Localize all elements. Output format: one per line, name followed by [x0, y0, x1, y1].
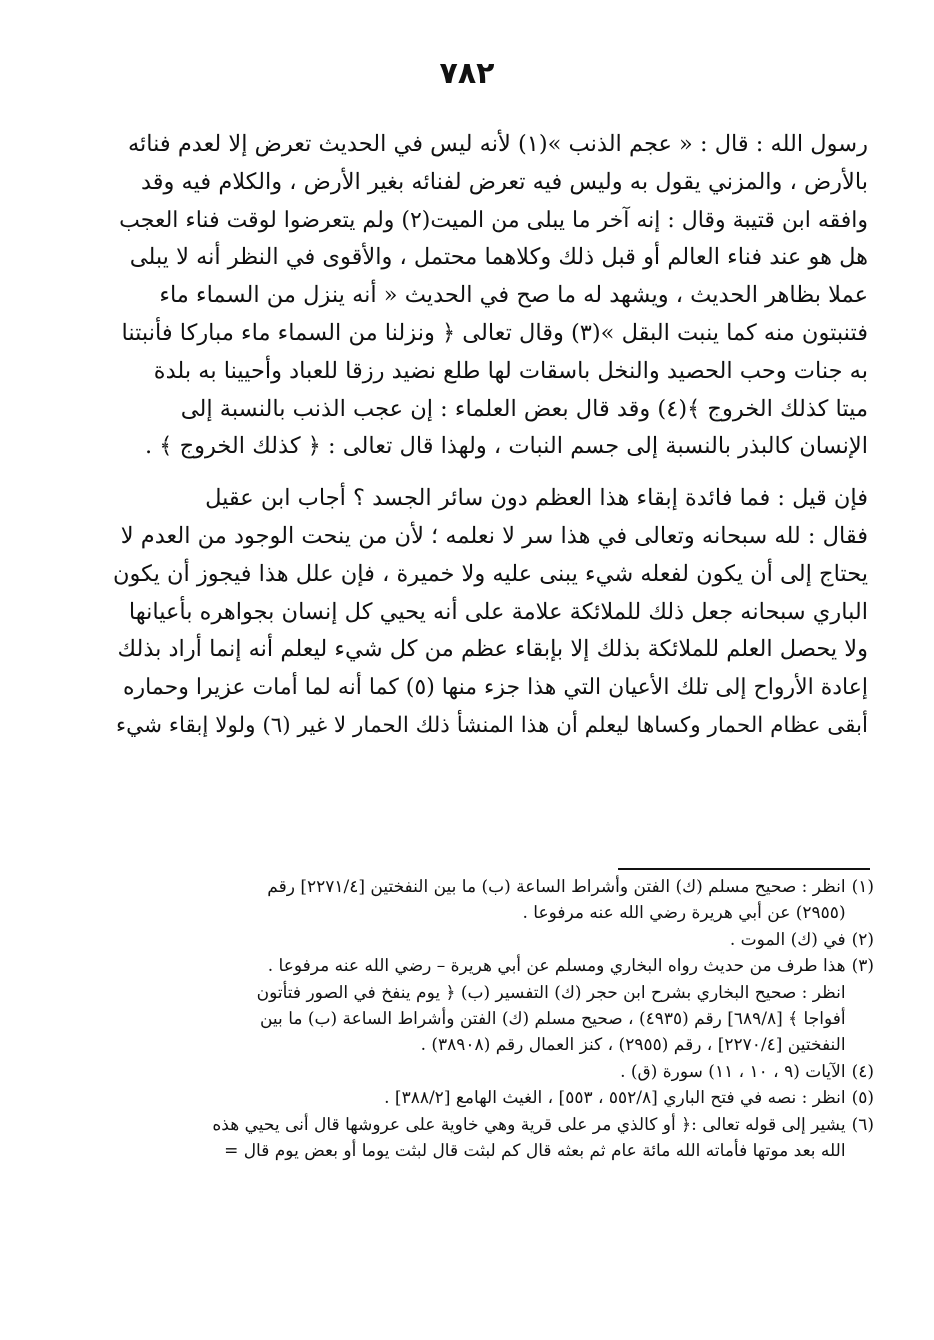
footnote-line: النفختين [٢٢٧٠/٤] ، رقم (٢٩٥٥) ، كنز العمال رقم (٣٨٩٠٨) . [420, 1035, 846, 1056]
footnote-line: يشير إلى قوله تعالى :﴿ أو كالذي مر على قرية وهي خاوية على عروشها قال أنى يحيي هذه [212, 1114, 846, 1135]
text-line: فتنبتون منه كما ينبت البقل »(٣) وقال تعالى ﴿ ونزلنا من السماء ماء مباركا فأنبتنا [121, 319, 868, 346]
text-line: وافقه ابن قتيبة وقال : إنه آخر ما يبلى من الميت(٢) ولم يتعرضوا لوقت فناء العجب [119, 207, 868, 233]
footnote-number: (١) [851, 877, 874, 897]
footnote-text [112, 874, 846, 927]
footnote-2 [112, 927, 874, 953]
footnote-number: (٥) [851, 1088, 874, 1109]
footnote-3 [112, 953, 874, 1059]
text-line: الإنسان كالبذر بالنسبة إلى جسم النبات ، ولهذا قال تعالى : ﴿ كذلك الخروج ﴾ . [144, 433, 868, 460]
text-line: أبقى عظام الحمار وكساها ليعلم أن هذا المنشأ ذلك الحمار لا غير (٦) ولولا إبقاء شيء [115, 712, 868, 738]
footnote-line: (٢٩٥٥) عن أبي هريرة رضي الله عنه مرفوعا . [522, 903, 846, 924]
text-line: إعادة الأرواح إلى تلك الأعيان التي هذا جزء منها (٥) كما أنه لما أمات عزيرا وحماره [123, 675, 868, 701]
footnote-text [112, 1085, 846, 1111]
footnotes [112, 874, 874, 1164]
paragraph-1 [108, 126, 868, 466]
footnote-text [112, 927, 846, 953]
text-line: بالأرض ، والمزني يقول به وليس فيه تعرض لفنائه بغير الأرض ، والكلام فيه وقد [140, 168, 868, 195]
footnote-line: انظر : صحيح مسلم (ك) الفتن وأشراط الساعة (ب) ما بين النفختين [٢٢٧١/٤] رقم [267, 877, 846, 897]
footnote-4 [112, 1059, 874, 1085]
page-number: ٧٨٢ [439, 56, 495, 91]
footnote-line: هذا طرف من حديث رواه البخاري ومسلم عن أبي هريرة – رضي الله عنه مرفوعا . [267, 956, 846, 977]
footnote-text [112, 1112, 846, 1165]
footnote-5 [112, 1085, 874, 1111]
footnote-text [112, 1059, 846, 1085]
footnote-line: الآيات (٩ ، ١٠ ، ١١) سورة (ق) . [620, 1061, 846, 1082]
paragraph-2 [108, 480, 868, 745]
footnote-number: (٣) [851, 956, 874, 977]
text-line: به جنات وحب الحصيد والنخل باسقات لها طلع نضيد رزقا للعباد وأحيينا به بلدة [153, 357, 868, 384]
text-line: الباري سبحانه جعل ذلك للملائكة علامة على أنه يحيي كل إنسان بجواهره بأعيانها [128, 598, 868, 625]
footnote-line: في (ك) الموت . [729, 929, 846, 950]
text-line: يحتاج إلى أن يكون لفعله شيء يبنى عليه ولا خميرة ، فإن علل هذا فيجوز أن يكون [113, 560, 868, 587]
footnote-text [112, 953, 846, 1059]
text-line: ولا يحصل العلم للملائكة بذلك إلا بإبقاء عظم من كل شيء ليعلم أنه إنما أراد بذلك [117, 636, 868, 663]
footnote-line: أفواجا ﴾ [٦٨٩/٨] رقم (٤٩٣٥) ، صحيح مسلم (ك) الفتن وأشراط الساعة (ب) ما بين [259, 1009, 846, 1030]
footnote-6 [112, 1112, 874, 1165]
footnote-line: انظر : نصه في فتح الباري [٥٥٢/٨ ، ٥٥٣] ، الغيث الهامع [٣٨٨/٢] . [384, 1088, 846, 1109]
text-line: رسول الله : قال : « عجم الذنب »(١) لأنه ليس في الحديث تعرض إلا لعدم فنائه [127, 131, 868, 157]
footnote-divider [618, 868, 870, 870]
main-text [108, 126, 868, 745]
footnote-number: (٤) [851, 1061, 874, 1082]
text-line: عملا بظاهر الحديث ، ويشهد له ما صح في الحديث « أنه ينزل من السماء ماء [159, 282, 868, 309]
footnote-line: انظر : صحيح البخاري بشرح ابن حجر (ك) التفسير (ب) ﴿ يوم ينفخ في الصور فتأتون [256, 982, 846, 1003]
text-line: فإن قيل : فما فائدة إبقاء هذا العظم دون سائر الجسد ؟ أجاب ابن عقيل [205, 485, 868, 512]
text-line: هل هو عند فناء العالم أو قبل ذلك وكلاهما محتمل ، والأقوى في النظر أنه لا يبلى [129, 244, 868, 271]
footnote-1 [112, 874, 874, 927]
text-line: فقال : لله سبحانه وتعالى في هذا سر لا نعلمه ؛ لأن من ينحت الوجود من العدم لا [120, 522, 868, 549]
footnote-number: (٦) [851, 1114, 874, 1135]
footnote-number: (٢) [851, 929, 874, 950]
footnote-line: الله بعد موتها فأماته الله مائة عام ثم بعثه قال كم لبثت قال لبثت يوما أو بعض يوم قال = [224, 1141, 846, 1162]
text-line: ميتا كذلك الخروج ﴾(٤) وقد قال بعض العلماء : إن عجب الذنب بالنسبة إلى [180, 395, 868, 422]
